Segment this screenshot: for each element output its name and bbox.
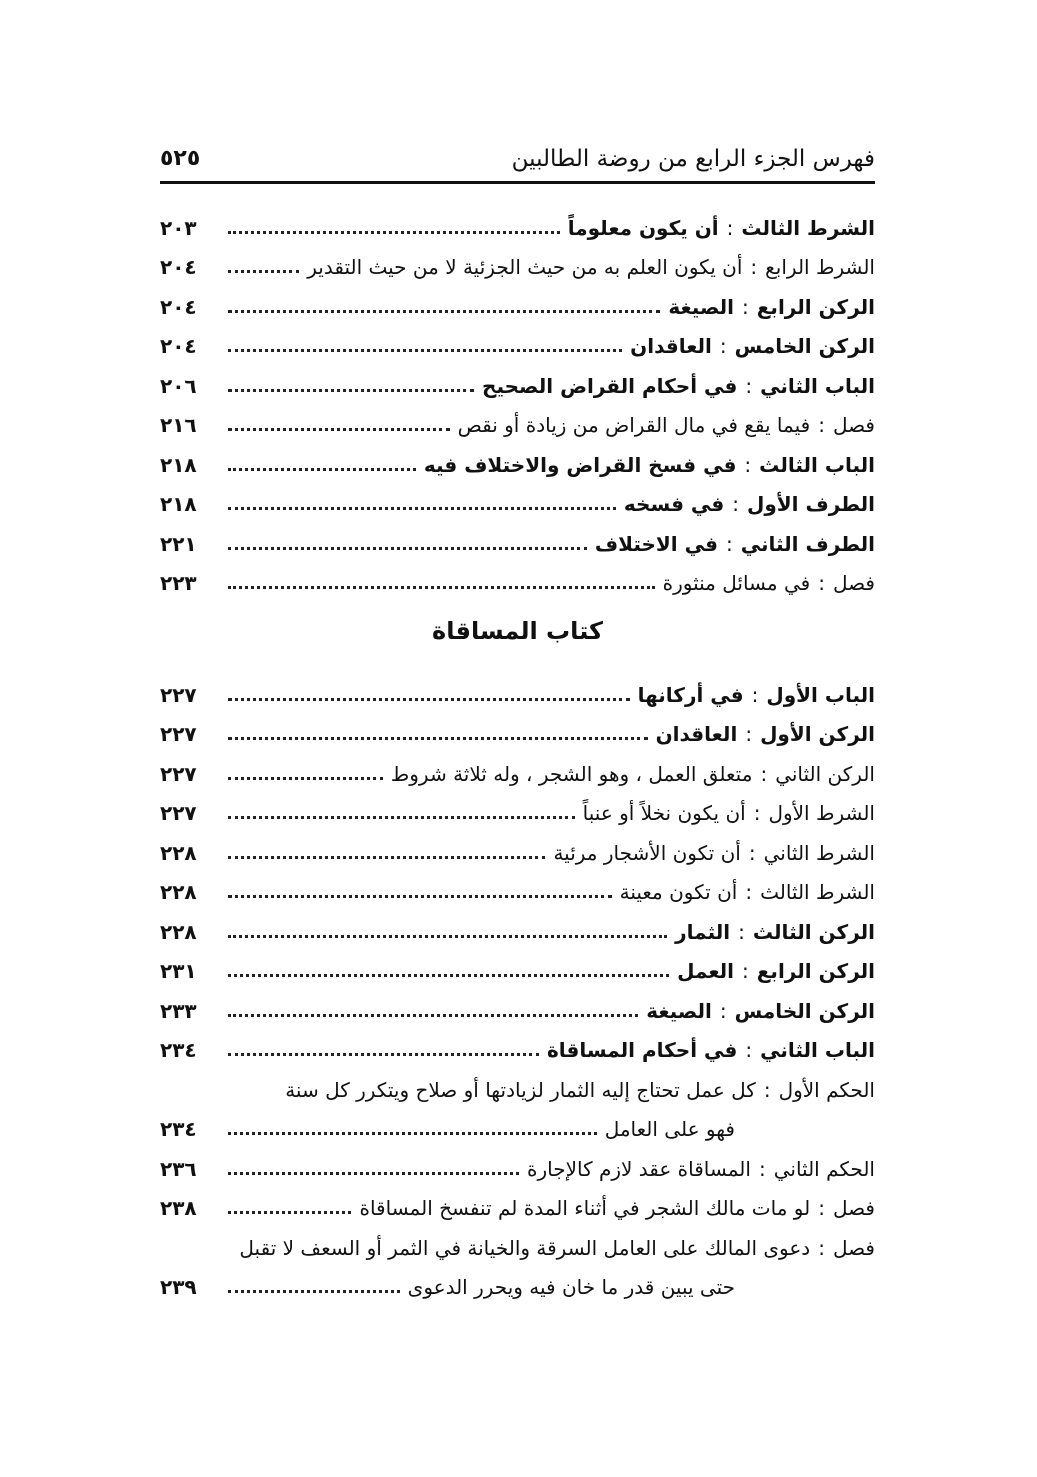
dot-leader bbox=[228, 856, 545, 859]
entry-title: في أحكام القراض الصحيح bbox=[482, 373, 738, 398]
entry-page-number: ٢٢٨ bbox=[160, 840, 197, 865]
entry-label: الشرط الثالث bbox=[741, 215, 875, 240]
toc-entries-after bbox=[160, 667, 875, 1299]
entry-label: الشرط الثالث bbox=[760, 880, 875, 904]
entry-separator: : bbox=[744, 452, 752, 477]
entry-page-number: ٢٢٨ bbox=[160, 919, 197, 944]
toc-entry bbox=[160, 825, 875, 865]
entry-label: الطرف الثاني bbox=[740, 531, 875, 556]
entry-separator: : bbox=[726, 215, 734, 240]
entry-title: في فسخه bbox=[623, 492, 725, 516]
entry-separator: : bbox=[732, 492, 739, 516]
entry-separator: : bbox=[719, 334, 727, 358]
dot-leader bbox=[228, 1014, 638, 1017]
entry-label: الركن الخامس bbox=[734, 998, 875, 1023]
toc-entry bbox=[160, 667, 875, 707]
dot-leader bbox=[228, 586, 655, 589]
entry-label: فصل bbox=[832, 413, 875, 437]
entry-separator: : bbox=[751, 682, 759, 707]
entry-title: لو مات مالك الشجر في أثناء المدة لم تنفسخ المساقاة bbox=[359, 1196, 811, 1220]
toc-entry bbox=[160, 319, 875, 359]
entry-page-number: ٢٠٤ bbox=[160, 255, 197, 279]
entry-page-number: ٢٣٦ bbox=[160, 1156, 197, 1181]
entry-label: الركن الثالث bbox=[752, 919, 875, 944]
header-title: فهرس الجزء الرابع من روضة الطالبين bbox=[511, 146, 875, 172]
page-header bbox=[160, 142, 875, 178]
entry-label: فصل bbox=[832, 1235, 875, 1260]
toc-entry bbox=[160, 200, 875, 240]
entry-title: الصيغة bbox=[668, 294, 735, 319]
toc-entry bbox=[160, 707, 875, 747]
entry-label: الركن الرابع bbox=[756, 959, 875, 983]
entry-label: الباب الثاني bbox=[760, 373, 875, 398]
entry-title: دعوى المالك على العامل السرقة والخيانة في الثمر أو السعف لا تقبل bbox=[239, 1235, 811, 1260]
entry-separator: : bbox=[745, 722, 753, 746]
entry-title: الصيغة bbox=[646, 998, 712, 1023]
entry-page-number: ٢٠٤ bbox=[160, 294, 197, 319]
entry-label: الحكم الثاني bbox=[773, 1156, 875, 1181]
toc-entry bbox=[160, 904, 875, 944]
dot-leader bbox=[228, 974, 669, 977]
toc-entries-before bbox=[160, 200, 875, 595]
entry-separator: : bbox=[748, 840, 756, 865]
entry-label: فصل bbox=[832, 1196, 875, 1220]
entry-label: الباب الأول bbox=[766, 682, 875, 707]
entry-label: الطرف الأول bbox=[746, 492, 875, 516]
dot-leader bbox=[228, 1053, 539, 1056]
dot-leader bbox=[228, 270, 299, 273]
toc-entry bbox=[160, 746, 875, 786]
entry-page-number: ٢٣١ bbox=[160, 959, 197, 983]
toc-entry bbox=[160, 1062, 875, 1102]
entry-page-number: ٢٣٨ bbox=[160, 1196, 197, 1220]
entry-separator: : bbox=[742, 294, 749, 319]
entry-label: الباب الثاني bbox=[760, 1038, 875, 1062]
entry-title: العاقدان bbox=[655, 722, 738, 746]
entry-separator: : bbox=[745, 1038, 753, 1062]
entry-separator: : bbox=[818, 413, 825, 437]
dot-leader bbox=[228, 231, 560, 234]
entry-title: حتى يبين قدر ما خان فيه ويحرر الدعوى bbox=[407, 1275, 735, 1299]
entry-label: الباب الثالث bbox=[759, 452, 875, 477]
entry-separator: : bbox=[719, 998, 727, 1023]
entry-title: العمل bbox=[677, 959, 735, 983]
entry-label: الركن الثاني bbox=[775, 761, 875, 786]
toc-entry bbox=[160, 983, 875, 1023]
entry-label: الشرط الثاني bbox=[763, 840, 875, 865]
entry-title: أن يكون معلوماً bbox=[567, 215, 719, 240]
entry-page-number: ٢٣٤ bbox=[160, 1038, 197, 1062]
entry-label: فصل bbox=[832, 571, 875, 595]
toc-entry bbox=[160, 437, 875, 477]
entry-label: الشرط الأول bbox=[768, 801, 875, 825]
entry-label: الركن الرابع bbox=[756, 294, 875, 319]
entry-title: فيما يقع في مال القراض من زيادة أو نقص bbox=[457, 413, 811, 437]
toc-entry bbox=[160, 944, 875, 984]
entry-page-number: ٢٠٤ bbox=[160, 334, 197, 358]
entry-separator: : bbox=[818, 1196, 825, 1220]
dot-leader bbox=[228, 777, 383, 780]
entry-page-number: ٢١٦ bbox=[160, 413, 197, 437]
toc-entry bbox=[160, 358, 875, 398]
entry-label: الحكم الأول bbox=[778, 1077, 875, 1102]
entry-page-number: ٢٣٤ bbox=[160, 1117, 197, 1141]
entry-separator: : bbox=[818, 571, 825, 595]
dot-leader bbox=[228, 935, 667, 938]
entry-label: الركن الأول bbox=[760, 722, 875, 746]
entry-title: أن تكون الأشجار مرئية bbox=[553, 840, 741, 865]
toc-entry bbox=[160, 240, 875, 280]
entry-title: أن يكون العلم به من حيث الجزئية لا من حيث التقدير bbox=[307, 255, 743, 279]
toc-entry bbox=[160, 1220, 875, 1260]
entry-separator: : bbox=[738, 919, 745, 944]
dot-leader bbox=[228, 816, 575, 819]
entry-title: في فسخ القراض والاختلاف فيه bbox=[423, 452, 737, 477]
dot-leader bbox=[228, 310, 660, 313]
dot-leader bbox=[228, 547, 587, 550]
entry-title: العاقدان bbox=[630, 334, 712, 358]
entry-separator: : bbox=[742, 959, 749, 983]
entry-title: أن يكون نخلاً أو عنباً bbox=[582, 801, 746, 825]
entry-title: في أحكام المساقاة bbox=[546, 1038, 738, 1062]
entry-title: في الاختلاف bbox=[594, 531, 718, 556]
entry-page-number: ٢١٨ bbox=[160, 452, 197, 477]
entry-page-number: ٢٢٧ bbox=[160, 761, 197, 786]
dot-leader bbox=[228, 698, 630, 701]
entry-separator: : bbox=[745, 373, 753, 398]
dot-leader bbox=[228, 895, 612, 898]
entry-page-number: ٢٢٧ bbox=[160, 722, 197, 746]
entry-page-number: ٢٣٣ bbox=[160, 998, 197, 1023]
toc-entry bbox=[160, 477, 875, 517]
entry-separator: : bbox=[818, 1235, 825, 1260]
header-divider bbox=[160, 181, 875, 184]
toc-entry bbox=[160, 1141, 875, 1181]
toc-entry bbox=[160, 516, 875, 556]
toc-entry bbox=[160, 786, 875, 826]
entry-page-number: ٢٢٨ bbox=[160, 880, 197, 904]
entry-page-number: ٢٢٧ bbox=[160, 682, 197, 707]
toc-entry bbox=[160, 1023, 875, 1063]
entry-page-number: ٢٢١ bbox=[160, 531, 197, 556]
toc-entry bbox=[160, 1102, 875, 1142]
entry-separator: : bbox=[750, 255, 758, 279]
header-page-number: ٥٢٥ bbox=[160, 146, 201, 171]
dot-leader bbox=[228, 737, 648, 740]
toc-entry bbox=[160, 398, 875, 438]
entry-page-number: ٢٢٣ bbox=[160, 571, 197, 595]
entry-title: متعلق العمل ، وهو الشجر ، وله ثلاثة شروط bbox=[390, 761, 753, 786]
dot-leader bbox=[228, 428, 450, 431]
entry-separator: : bbox=[753, 801, 761, 825]
entry-separator: : bbox=[760, 761, 768, 786]
toc-entry bbox=[160, 865, 875, 905]
entry-title: في مسائل منثورة bbox=[662, 571, 811, 595]
dot-leader bbox=[228, 1132, 597, 1135]
entry-title: المساقاة عقد لازم كالإجارة bbox=[526, 1156, 751, 1181]
entry-title: أن تكون معينة bbox=[619, 880, 738, 904]
dot-leader bbox=[228, 1172, 519, 1175]
entry-title: في أركانها bbox=[637, 682, 744, 707]
dot-leader bbox=[228, 389, 474, 392]
entry-title: كل عمل تحتاج إليه الثمار لزيادتها أو صلاح ويتكرر كل سنة bbox=[285, 1077, 756, 1102]
entry-page-number: ٢٠٦ bbox=[160, 373, 197, 398]
dot-leader bbox=[228, 1211, 351, 1214]
entry-separator: : bbox=[763, 1077, 771, 1102]
entry-title: الثمار bbox=[675, 919, 731, 944]
entry-separator: : bbox=[758, 1156, 766, 1181]
section-title: كتاب المساقاة bbox=[432, 617, 603, 645]
table-of-contents bbox=[160, 200, 875, 1299]
toc-entry bbox=[160, 279, 875, 319]
entry-page-number: ٢١٨ bbox=[160, 492, 197, 516]
entry-label: الركن الخامس bbox=[734, 334, 875, 358]
toc-entry bbox=[160, 1260, 875, 1300]
entry-page-number: ٢٢٧ bbox=[160, 801, 197, 825]
dot-leader bbox=[228, 507, 616, 510]
entry-title: فهو على العامل bbox=[604, 1117, 735, 1141]
entry-page-number: ٢٠٣ bbox=[160, 215, 197, 240]
entry-page-number: ٢٣٩ bbox=[160, 1275, 197, 1299]
entry-label: الشرط الرابع bbox=[765, 255, 875, 279]
entry-separator: : bbox=[745, 880, 753, 904]
dot-leader bbox=[228, 1290, 400, 1293]
dot-leader bbox=[228, 349, 622, 352]
entry-separator: : bbox=[725, 531, 733, 556]
dot-leader bbox=[228, 468, 416, 471]
toc-entry bbox=[160, 556, 875, 596]
toc-entry bbox=[160, 1181, 875, 1221]
